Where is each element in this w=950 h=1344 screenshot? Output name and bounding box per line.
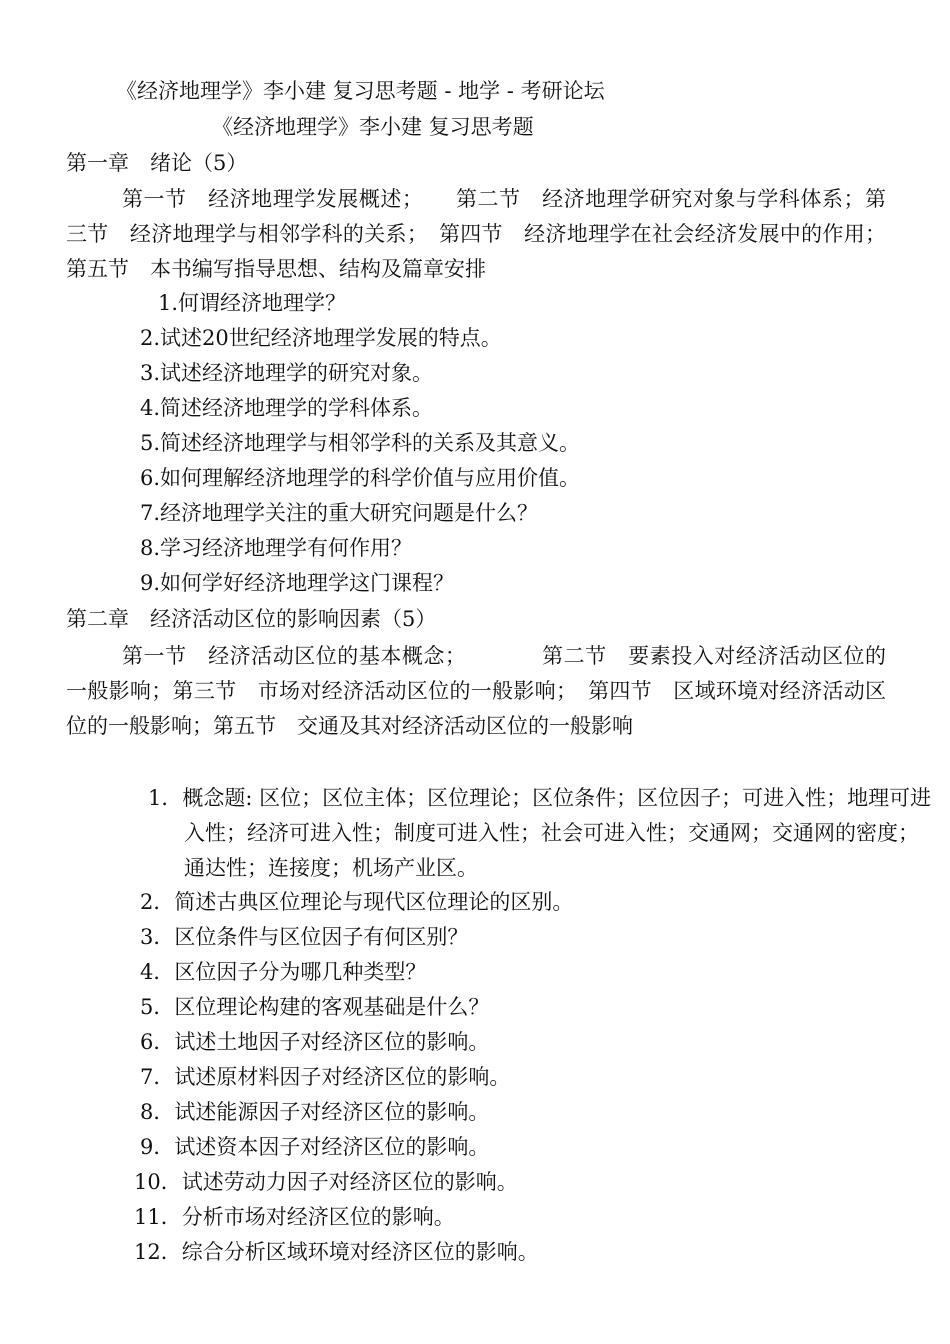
chapter-2-question: 3．区位条件与区位因子有何区别？ — [140, 925, 469, 949]
chapter-2-question: 11．分析市场对经济区位的影响。 — [134, 1205, 455, 1229]
chapter-2-question: 6．试述土地因子对经济区位的影响。 — [140, 1030, 490, 1054]
chapter-1-sections: 第一节 经济地理学发展概述； 第二节 经济地理学研究对象与学科体系；第三节 经济地理学与相邻学科的关系； 第四节 经济地理学在社会经济发展中的作用；第五节 本书编写指导思想、结构及篇章安排 — [66, 187, 886, 281]
chapter-2-question: 10．试述劳动力因子对经济区位的影响。 — [134, 1170, 518, 1194]
chapter-1-question: 2.试述20世纪经济地理学发展的特点。 — [140, 326, 502, 350]
chapter-1-heading: 第一章 绪论（5） — [66, 151, 248, 175]
chapter-1-question: 8.学习经济地理学有何作用？ — [140, 536, 413, 560]
chapter-2-question: 12．综合分析区域环境对经济区位的影响。 — [134, 1240, 539, 1264]
chapter-2-question: 9．试述资本因子对经济区位的影响。 — [140, 1135, 490, 1159]
chapter-2-question-concepts: 1．概念题: 区位；区位主体；区位理论；区位条件；区位因子；可进入性；地理可进入性；经济可进入性；制度可进入性；社会可进入性；交通网；交通网的密度；通达性；连接度；机场产业区。 — [148, 786, 932, 880]
chapter-2-question: 5．区位理论构建的客观基础是什么？ — [140, 995, 490, 1019]
document-title: 《经济地理学》李小建 复习思考题 — [212, 115, 534, 139]
chapter-2-question: 4．区位因子分为哪几种类型？ — [140, 960, 427, 984]
chapter-2-heading: 第二章 经济活动区位的影响因素（5） — [66, 607, 437, 631]
chapter-1-question: 7.经济地理学关注的重大研究问题是什么？ — [140, 501, 539, 525]
chapter-1-question: 4.简述经济地理学的学科体系。 — [140, 396, 434, 420]
chapter-1-question: 5.简述经济地理学与相邻学科的关系及其意义。 — [140, 431, 581, 455]
chapter-1-question: 1.何谓经济地理学？ — [158, 291, 347, 315]
chapter-1-question: 6.如何理解经济地理学的科学价值与应用价值。 — [140, 466, 581, 490]
chapter-1-question: 9.如何学好经济地理学这门课程？ — [140, 571, 455, 595]
chapter-2-question: 2．简述古典区位理论与现代区位理论的区别。 — [140, 890, 574, 914]
header-line: 《经济地理学》李小建 复习思考题 - 地学 - 考研论坛 — [116, 79, 605, 103]
chapter-2-question: 7．试述原材料因子对经济区位的影响。 — [140, 1065, 511, 1089]
chapter-1-question: 3.试述经济地理学的研究对象。 — [140, 361, 434, 385]
chapter-2-sections: 第一节 经济活动区位的基本概念； 第二节 要素投入对经济活动区位的一般影响；第三节 市场对经济活动区位的一般影响； 第四节 区域环境对经济活动区位的一般影响；第五节 交通及其对经济活动区位的一般影响 — [66, 644, 886, 738]
chapter-2-question: 8．试述能源因子对经济区位的影响。 — [140, 1100, 490, 1124]
